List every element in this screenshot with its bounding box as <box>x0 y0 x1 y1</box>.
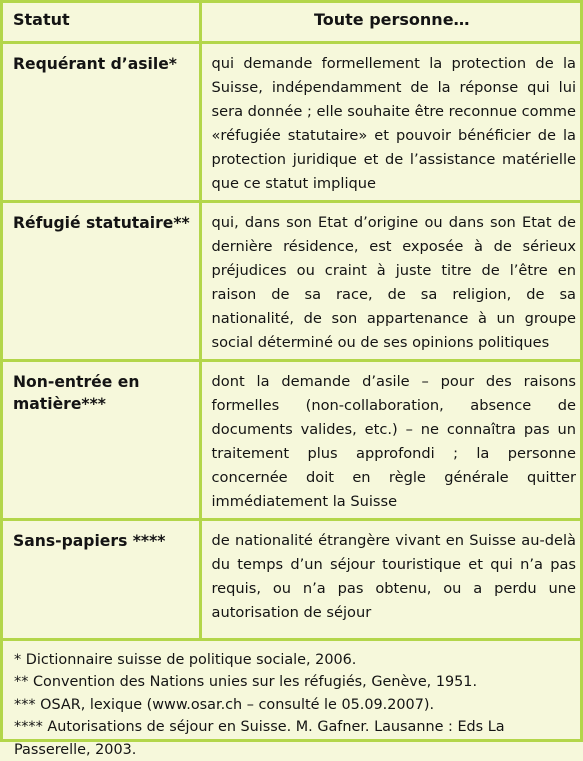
status-table <box>3 3 580 641</box>
status-label: Sans-papiers **** <box>3 519 200 639</box>
status-description: dont la demande d’asile – pour des raisons formelles (non-collaboration, absence de documents valides, etc.) – ne connaîtra pas un traitement plus approfondi ; la personne concernée doit en règle générale quitter immédiatement la Suisse <box>200 360 580 519</box>
table-header-row <box>3 3 580 42</box>
status-label: Non-entrée en matière*** <box>3 360 200 519</box>
reference-item: * Dictionnaire suisse de politique sociale, 2006. <box>14 649 574 672</box>
references-list <box>3 641 580 761</box>
header-description: Toute personne… <box>200 3 580 42</box>
status-description: de nationalité étrangère vivant en Suisse au-delà du temps d’un séjour touristique et qui n’a pas requis, ou n’a pas obtenu, ou a perdu une autorisation de séjour <box>200 519 580 639</box>
table-row <box>3 201 580 360</box>
table-row <box>3 360 580 519</box>
status-description: qui demande formellement la protection de la Suisse, indépendamment de la réponse qui lui sera donnée ; elle souhaite être reconnue comme «réfugiée statutaire» et pouvoir bénéficier de la protection juridique et de l’assistance matérielle que ce statut implique <box>200 42 580 201</box>
reference-item: **** Autorisations de séjour en Suisse. M. Gafner. Lausanne : Eds La Passerelle, 2003. <box>14 716 574 761</box>
header-status: Statut <box>3 3 200 42</box>
table-row <box>3 42 580 201</box>
status-description: qui, dans son Etat d’origine ou dans son Etat de dernière résidence, est exposée à de sérieux préjudices ou craint à juste titre de l’être en raison de sa race, de sa religion, de sa nationalité, de son appartenance à un groupe social déterminé ou de ses opinions politiques <box>200 201 580 360</box>
status-label: Requérant d’asile* <box>3 42 200 201</box>
reference-item: ** Convention des Nations unies sur les réfugiés, Genève, 1951. <box>14 671 574 694</box>
status-label: Réfugié statutaire** <box>3 201 200 360</box>
reference-item: *** OSAR, lexique (www.osar.ch – consulté le 05.09.2007). <box>14 694 574 717</box>
table-row <box>3 519 580 639</box>
